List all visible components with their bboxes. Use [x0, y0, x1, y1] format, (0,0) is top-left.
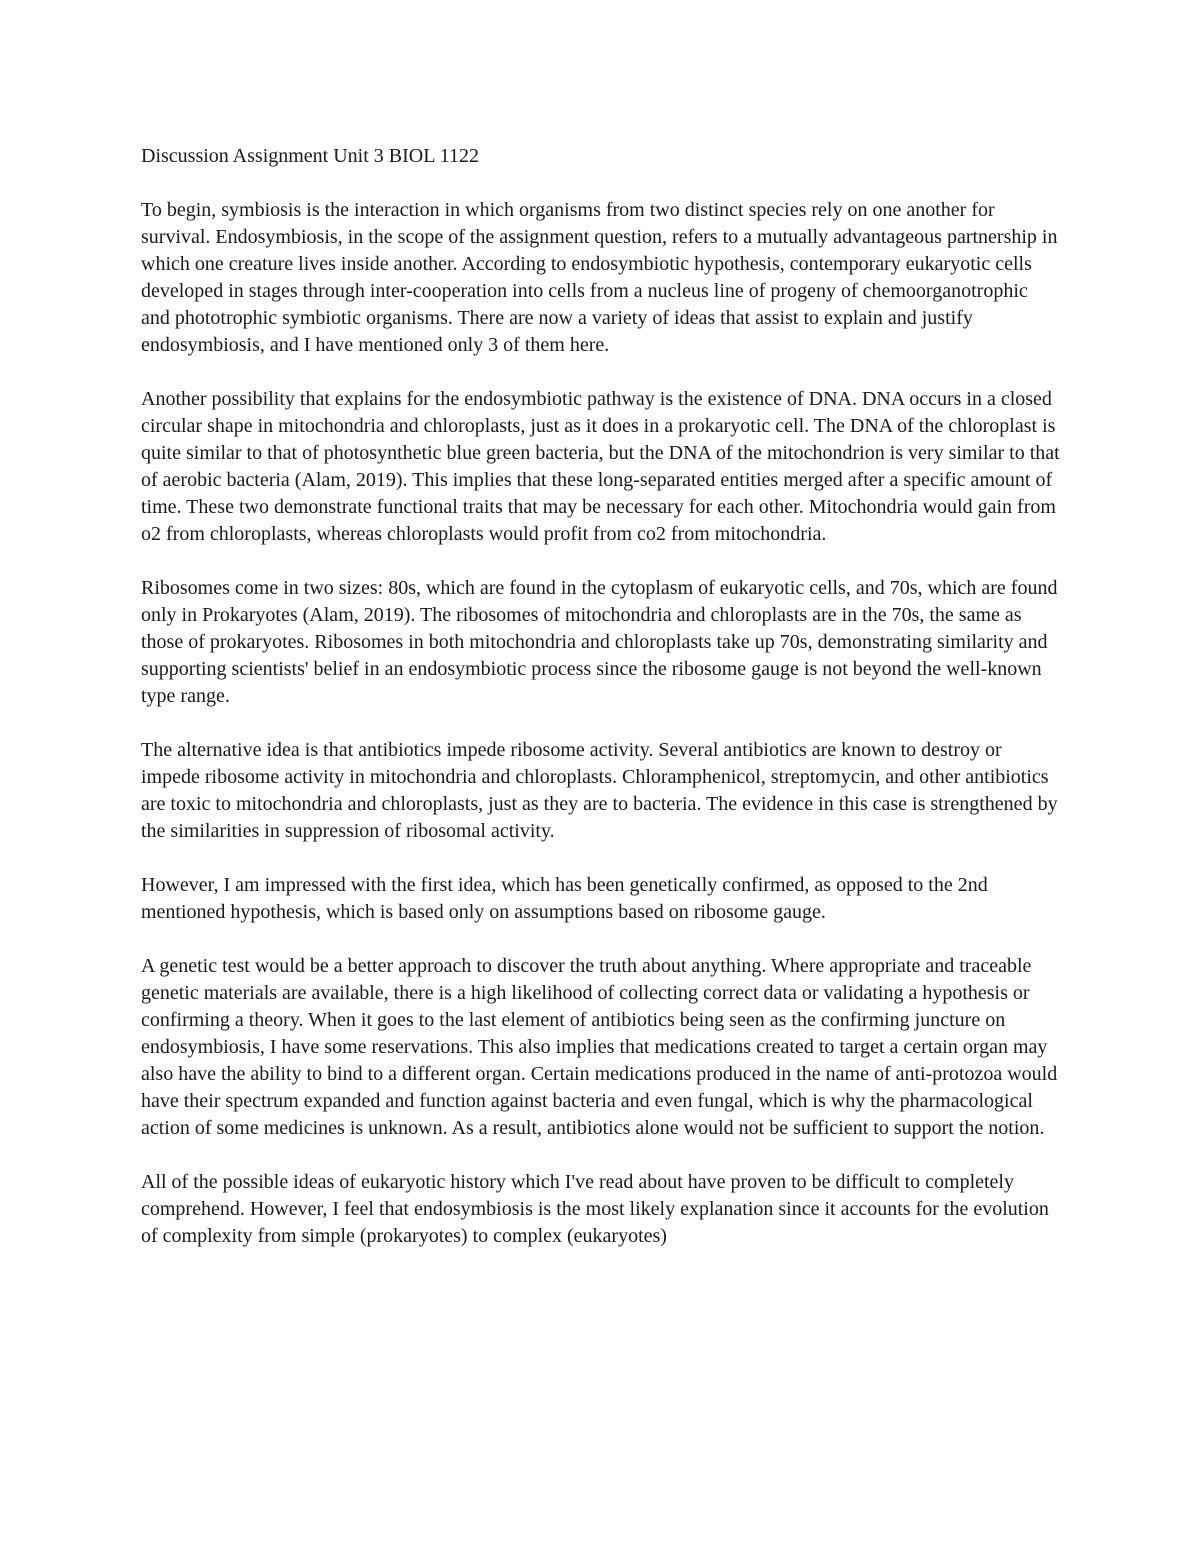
- document-body: [141, 143, 1061, 1250]
- paragraph-conclusion: All of the possible ideas of eukaryotic history which I've read about have proven to be difficult to completely comprehend. However, I feel that endosymbiosis is the most likely explanation since it accounts for the evolution of complexity from simple (prokaryotes) to complex (eukaryotes): [141, 1171, 1049, 1247]
- paragraph-antibiotics: The alternative idea is that antibiotics impede ribosome activity. Several antibiotics are known to destroy or impede ribosome activity in mitochondria and chloroplasts. Chloramphenicol, streptomycin, and other antibiotics are toxic to mitochondria and chloroplasts, just as they are to bacteria. The evidence in this case is strengthened by the similarities in suppression of ribosomal activity.: [141, 739, 1058, 842]
- document-title: Discussion Assignment Unit 3 BIOL 1122: [141, 145, 479, 167]
- paragraph-preference: However, I am impressed with the first idea, which has been genetically confirmed, as opposed to the 2nd mentioned hypothesis, which is based only on assumptions based on ribosome gauge.: [141, 874, 988, 923]
- paragraph-intro: To begin, symbiosis is the interaction in which organisms from two distinct species rely on one another for survival. Endosymbiosis, in the scope of the assignment question, refers to a mutually advantageous partnership in which one creature lives inside another. According to endosymbiotic hypothesis, contemporary eukaryotic cells developed in stages through inter-cooperation into cells from a nucleus line of progeny of chemoorganotrophic and phototrophic symbiotic organisms. There are now a variety of ideas that assist to explain and justify endosymbiosis, and I have mentioned only 3 of them here.: [141, 199, 1058, 356]
- paragraph-genetic-test: A genetic test would be a better approach to discover the truth about anything. Where appropriate and traceable genetic materials are available, there is a high likelihood of collecting correct data or validating a hypothesis or confirming a theory. When it goes to the last element of antibiotics being seen as the confirming juncture on endosymbiosis, I have some reservations. This also implies that medications created to target a certain organ may also have the ability to bind to a different organ. Certain medications produced in the name of anti-protozoa would have their spectrum expanded and function against bacteria and even fungal, which is why the pharmacological action of some medicines is unknown. As a result, antibiotics alone would not be sufficient to support the notion.: [141, 955, 1058, 1139]
- paragraph-ribosome-size: Ribosomes come in two sizes: 80s, which are found in the cytoplasm of eukaryotic cells, and 70s, which are found only in Prokaryotes (Alam, 2019). The ribosomes of mitochondria and chloroplasts are in the 70s, the same as those of prokaryotes. Ribosomes in both mitochondria and chloroplasts take up 70s, demonstrating similarity and supporting scientists' belief in an endosymbiotic process since the ribosome gauge is not beyond the well-known type range.: [141, 577, 1058, 707]
- paragraph-dna-evidence: Another possibility that explains for the endosymbiotic pathway is the existence of DNA. DNA occurs in a closed circular shape in mitochondria and chloroplasts, just as it does in a prokaryotic cell. The DNA of the chloroplast is quite similar to that of photosynthetic blue green bacteria, but the DNA of the mitochondrion is very similar to that of aerobic bacteria (Alam, 2019). This implies that these long-separated entities merged after a specific amount of time. These two demonstrate functional traits that may be necessary for each other. Mitochondria would gain from o2 from chloroplasts, whereas chloroplasts would profit from co2 from mitochondria.: [141, 388, 1060, 545]
